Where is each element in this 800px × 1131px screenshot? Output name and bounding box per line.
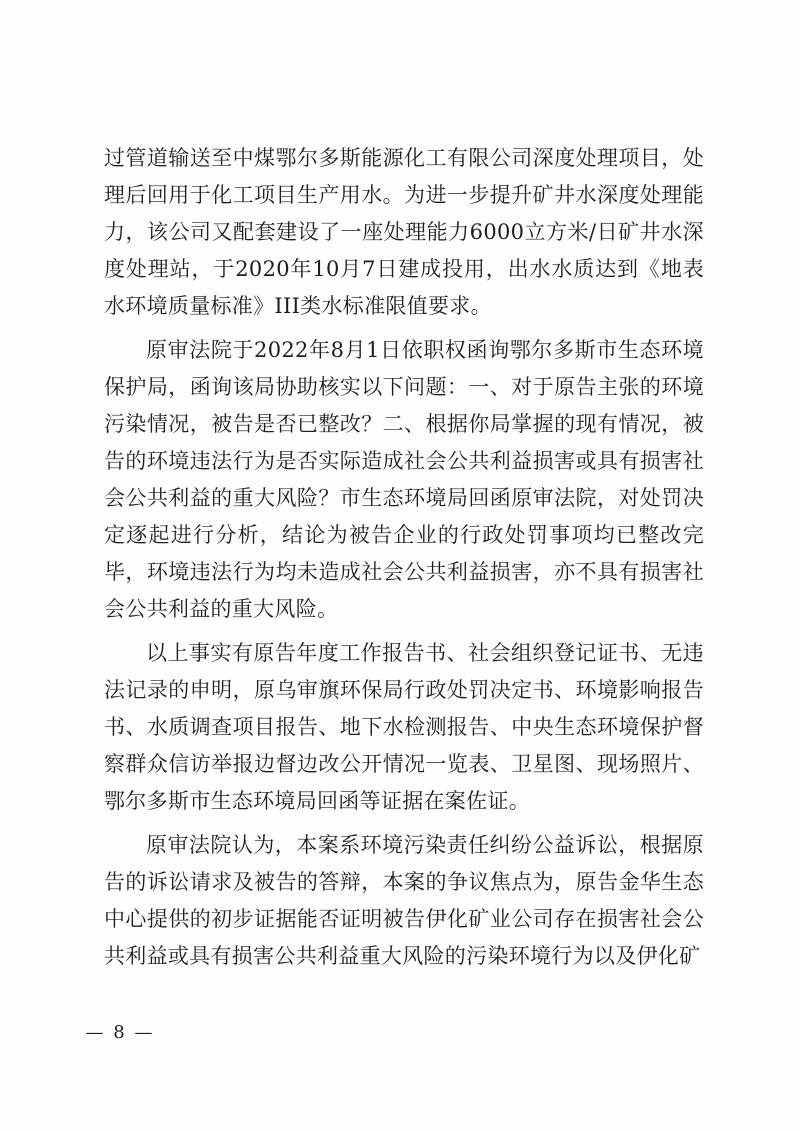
page-number: — 8 — [85, 1022, 155, 1043]
body-text [104, 140, 704, 982]
paragraph-1: 过管道输送至中煤鄂尔多斯能源化工有限公司深度处理项目，处理后回用于化工项目生产用水。为进一步提升矿井水深度处理能力，该公司又配套建设了一座处理能力6000立方米/日矿井水深度处理站，于2020年10月7日建成投用，出水水质达到《地表水环境质量标准》III类水标准限值要求。 [104, 146, 704, 318]
paragraph-4: 原审法院认为，本案系环境污染责任纠纷公益诉讼，根据原告的诉讼请求及被告的答辩，本案的争议焦点为，原告金华生态中心提供的初步证据能否证明被告伊化矿业公司存在损害社会公共利益或具有损害公共利益重大风险的污染环境行为以及伊化矿 [104, 833, 704, 968]
paragraph-2: 原审法院于2022年8月1日依职权函询鄂尔多斯市生态环境保护局，函询该局协助核实以下问题：一、对于原告主张的环境污染情况，被告是否已整改？二、根据你局掌握的现有情况，被告的环境违法行为是否实际造成社会公共利益损害或具有损害社会公共利益的重大风险？市生态环境局回函原审法院，对处罚决定逐起进行分析，结论为被告企业的行政处罚事项均已整改完毕，环境违法行为均未造成社会公共利益损害，亦不具有损害社会公共利益的重大风险。 [104, 338, 704, 621]
paragraph-3: 以上事实有原告年度工作报告书、社会组织登记证书、无违法记录的申明，原乌审旗环保局行政处罚决定书、环境影响报告书、水质调查项目报告、地下水检测报告、中央生态环境保护督察群众信访举报边督边改公开情况一览表、卫星图、现场照片、鄂尔多斯市生态环境局回函等证据在案佐证。 [104, 641, 704, 813]
